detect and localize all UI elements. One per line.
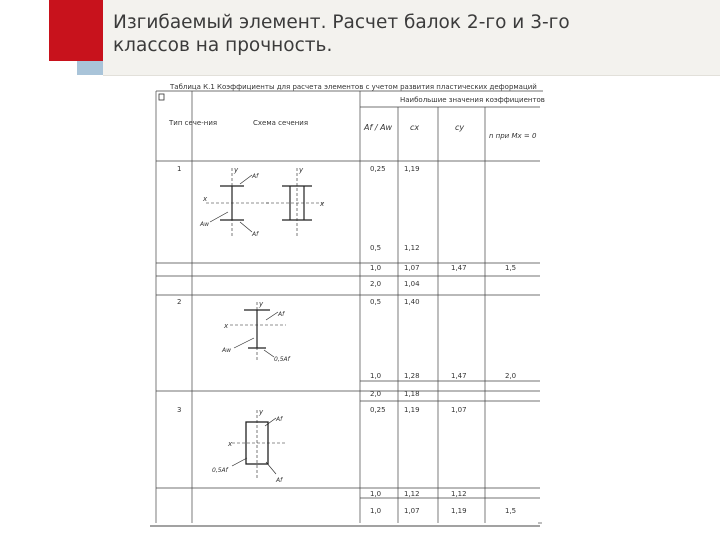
row-cx: 1,19 [404, 165, 420, 173]
row-ratio: 2,0 [370, 280, 382, 288]
row-ratio: 1,0 [370, 372, 382, 380]
header-ratio-label: Af / Aw [364, 123, 393, 132]
scheme-2-y-label: y [259, 300, 264, 308]
row-cx: 1,07 [404, 507, 420, 515]
row-cy: 1,47 [451, 372, 467, 380]
scheme-1-af-label: Af [252, 173, 259, 180]
blue-accent-tab [77, 61, 103, 75]
scheme-3-af-label-2: Af [276, 477, 283, 484]
header-coef-group: Наибольшие значения коэффициентов [400, 96, 545, 104]
scheme-2-aw-label: Aw [222, 347, 232, 354]
slide-title-line-2: классов на прочность. [113, 35, 333, 56]
row-ratio: 0,25 [370, 406, 386, 414]
row-type: 2 [177, 298, 182, 306]
row-cx: 1,19 [404, 406, 420, 414]
row-cy: 1,19 [451, 507, 467, 515]
row-ratio: 1,0 [370, 490, 382, 498]
scheme-3-af-label: Af [276, 416, 283, 423]
row-cy: 1,07 [451, 406, 467, 414]
row-ratio: 2,0 [370, 390, 382, 398]
row-cx: 1,07 [404, 264, 420, 272]
row-cx: 1,40 [404, 298, 420, 306]
red-accent-block [49, 0, 103, 61]
row-ratio: 1,0 [370, 507, 382, 515]
row-ratio: 1,0 [370, 264, 382, 272]
row-ratio: 0,25 [370, 165, 386, 173]
table-svg [148, 80, 546, 532]
row-cx: 1,12 [404, 490, 420, 498]
row-n: 1,5 [505, 264, 517, 272]
row-cy: 1,47 [451, 264, 467, 272]
slide-title-line-1: Изгибаемый элемент. Расчет балок 2-го и 3-го [113, 12, 570, 33]
scheme-1-box-y-label: y [299, 166, 304, 174]
scheme-2-x-label: x [224, 322, 229, 330]
scheme-2-af-label: Af [278, 311, 285, 318]
row-cx: 1,04 [404, 280, 420, 288]
slide-title [113, 11, 703, 57]
row-cy: 1,12 [451, 490, 467, 498]
scheme-3-x-label: x [228, 440, 233, 448]
scheme-1-af-label-2: Af [252, 231, 259, 238]
row-type: 3 [177, 406, 182, 414]
scanned-table [148, 80, 546, 532]
scheme-3-half-af-label: 0,5Af [212, 467, 228, 474]
row-cx: 1,28 [404, 372, 420, 380]
table-grid [150, 91, 543, 526]
row-ratio: 0,5 [370, 298, 382, 306]
scheme-1-box-x-label: x [320, 200, 325, 208]
row-type: 1 [177, 165, 182, 173]
row-cx: 1,12 [404, 244, 420, 252]
scheme-2-half-af-label: 0,5Af [274, 356, 290, 363]
header-scheme-label: Схема сечения [253, 119, 309, 127]
header-cx: cx [410, 123, 420, 132]
row-n: 1,5 [505, 507, 517, 515]
corner-mark [159, 94, 164, 100]
scheme-1-x-label: x [203, 195, 208, 203]
row-n: 2,0 [505, 372, 517, 380]
scheme-1-box-axes [266, 168, 324, 238]
scheme-3-y-label: y [259, 408, 264, 416]
scheme-1-y-label: y [234, 166, 239, 174]
header-cy: cy [455, 123, 465, 132]
row-ratio: 0,5 [370, 244, 382, 252]
header-type-label: Тип сече-ния [169, 119, 218, 127]
header-n-note: n при Mx = 0 [489, 132, 537, 140]
row-cx: 1,18 [404, 390, 420, 398]
scheme-1-axes [206, 168, 270, 238]
table-caption: Таблица К.1 Коэффициенты для расчета элементов с учетом развития пластических деформаций [170, 83, 537, 91]
scheme-1-aw-label: Aw [200, 221, 210, 228]
table-rows [177, 165, 516, 515]
